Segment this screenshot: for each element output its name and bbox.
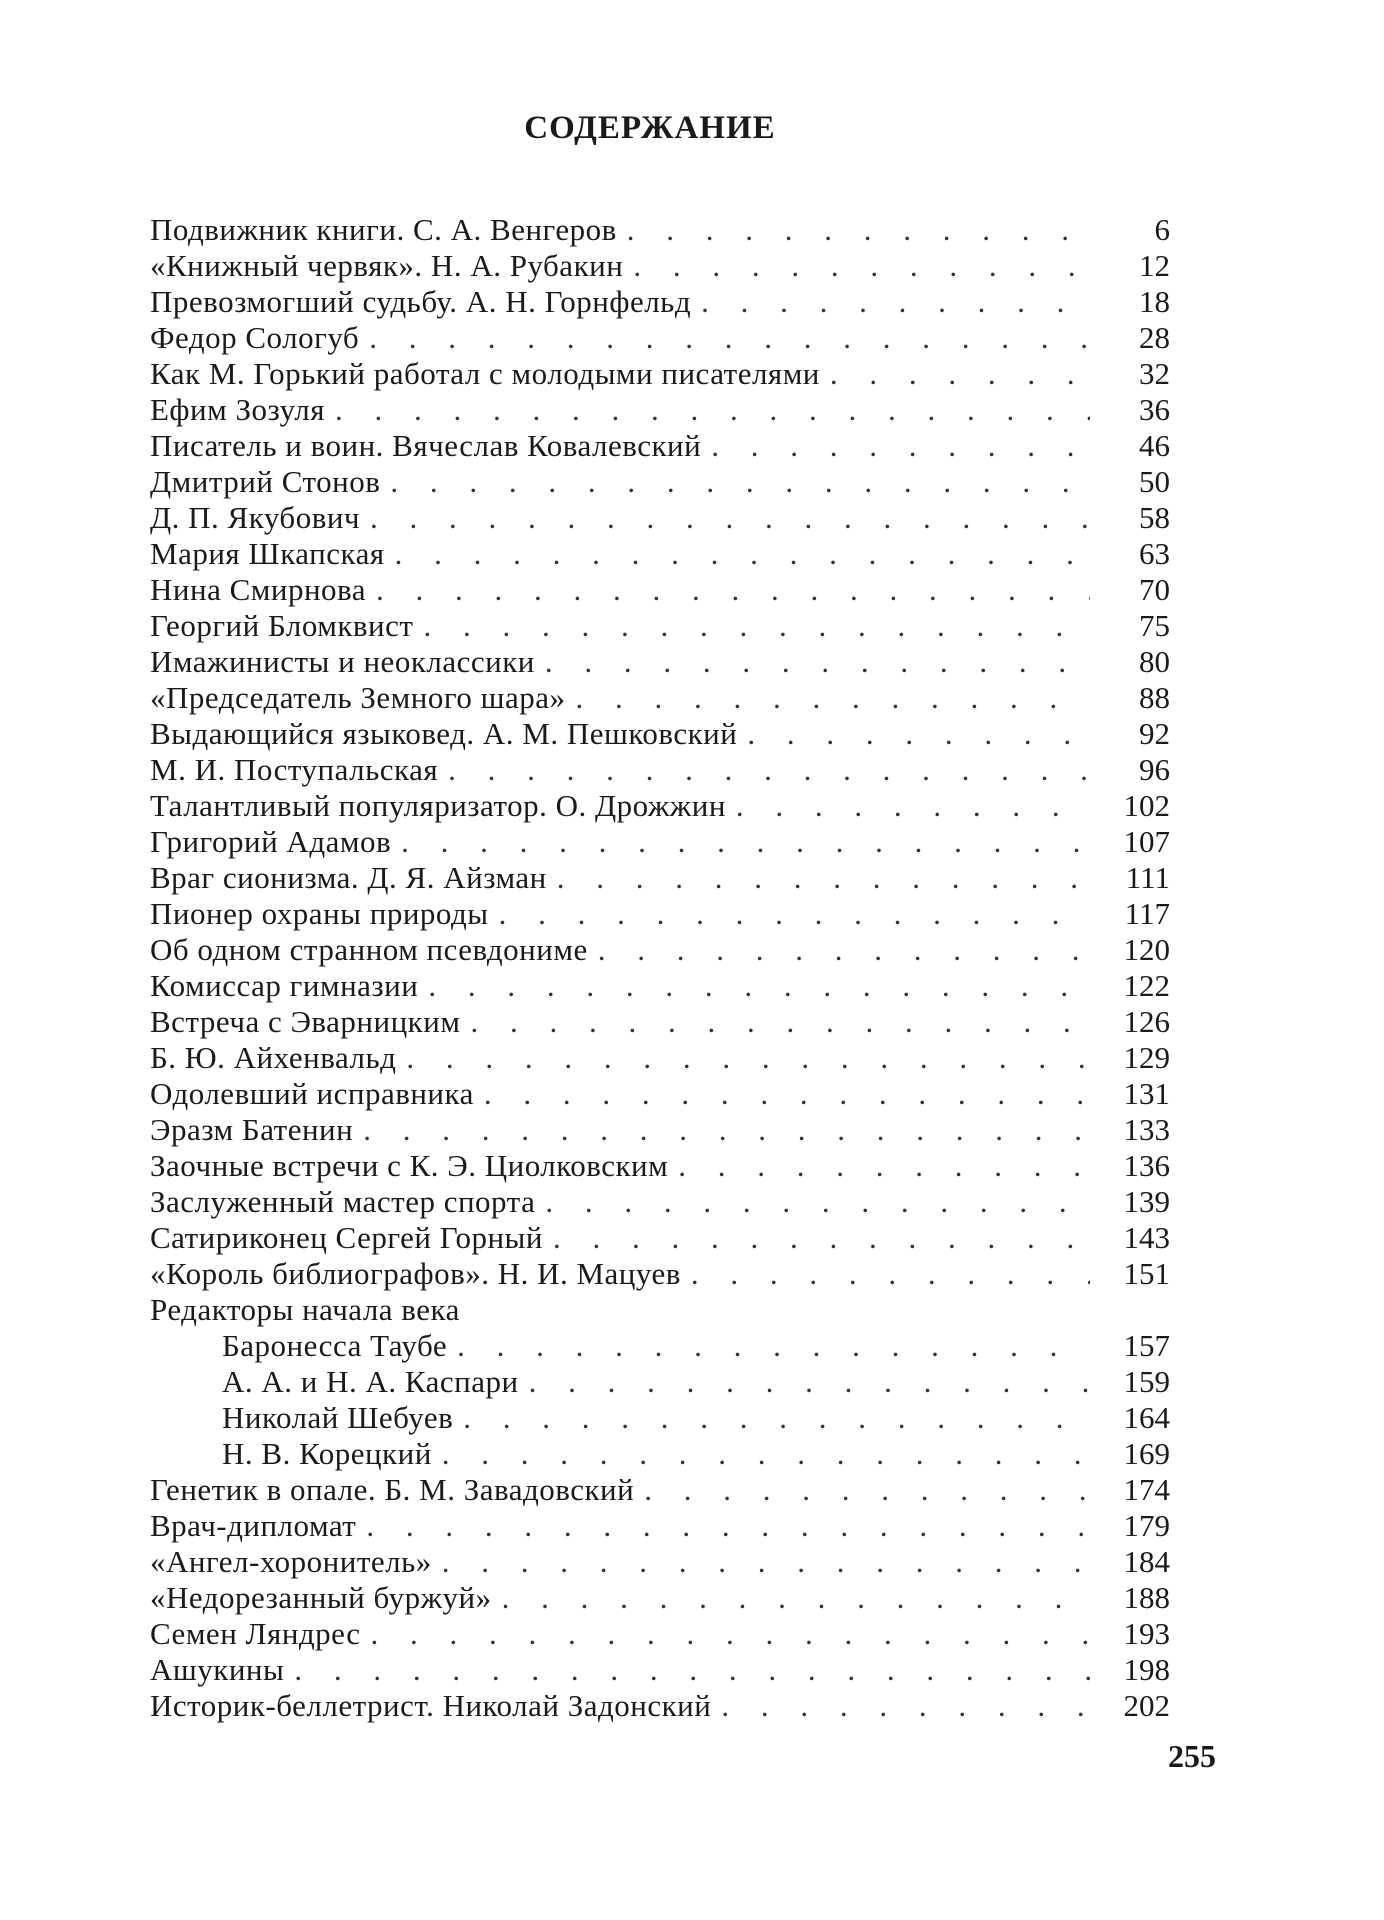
toc-leader-dots: [442, 1544, 1090, 1580]
toc-entry-title: Врач-дипломат: [150, 1508, 357, 1543]
toc-entry-page: 193: [1123, 1616, 1170, 1651]
toc-leader-dots: [502, 1580, 1090, 1616]
toc-entry-page: 164: [1123, 1400, 1170, 1435]
toc-leader-dots: [428, 968, 1090, 1004]
toc-entry-title: Как М. Горький работал с молодыми писателями: [150, 356, 820, 391]
toc-entry: [150, 284, 1170, 320]
toc-entry-title: Талантливый популяризатор. О. Дрожжин: [150, 788, 726, 823]
toc-entry-page: 120: [1123, 932, 1170, 967]
toc-entry-title: «Председатель Земного шара»: [150, 680, 566, 715]
toc-entry: [150, 464, 1170, 500]
toc-entry: [150, 644, 1170, 680]
toc-entry-title: Георгий Бломквист: [150, 608, 414, 643]
toc-entry: [150, 1328, 1170, 1364]
toc-leader-dots: [335, 392, 1090, 428]
toc-entry-page: 80: [1139, 644, 1170, 679]
toc-entry: [150, 1652, 1170, 1688]
toc-leader-dots: [294, 1652, 1090, 1688]
toc-entry-title: Семен Ляндрес: [150, 1616, 361, 1651]
toc-entry-title: Писатель и воин. Вячеслав Ковалевский: [150, 428, 702, 463]
toc-entry-title: Выдающийся языковед. А. М. Пешковский: [150, 716, 738, 751]
toc-entry: [150, 1112, 1170, 1148]
toc-entry-title: Нина Смирнова: [150, 572, 367, 607]
toc-entry-page: 198: [1123, 1652, 1170, 1687]
toc-leader-dots: [370, 1616, 1090, 1652]
toc-leader-dots: [448, 752, 1090, 788]
toc-leader-dots: [457, 1328, 1090, 1364]
toc-entry-page: 143: [1123, 1220, 1170, 1255]
toc-leader-dots: [529, 1364, 1090, 1400]
toc-entry-title: «Недорезанный буржуй»: [150, 1580, 492, 1615]
toc-entry-title: «Король библиографов». Н. И. Мацуев: [150, 1256, 681, 1291]
toc-entry: [150, 1256, 1170, 1292]
toc-entry-title: М. И. Поступальская: [150, 752, 439, 787]
toc-leader-dots: [369, 320, 1090, 356]
toc-entry-page: 139: [1123, 1184, 1170, 1219]
toc-entry-page: 58: [1139, 500, 1170, 535]
toc-entry-page: 202: [1123, 1688, 1170, 1723]
toc-entry-title: Встреча с Эварницким: [150, 1004, 461, 1039]
toc-entry-title: Ефим Зозуля: [150, 392, 325, 427]
toc-leader-dots: [691, 1256, 1090, 1292]
toc-leader-dots: [442, 1436, 1090, 1472]
toc-entry: [150, 680, 1170, 716]
toc-entry: [150, 896, 1170, 932]
toc-leader-dots: [545, 1184, 1090, 1220]
toc-leader-dots: [721, 1688, 1090, 1724]
toc-leader-dots: [484, 1076, 1090, 1112]
toc-entry-page: 6: [1154, 212, 1170, 247]
toc-entry: [150, 428, 1170, 464]
toc-entry-title: Мария Шкапская: [150, 536, 385, 571]
toc-entry-page: 122: [1123, 968, 1170, 1003]
toc-entry: [150, 788, 1170, 824]
toc-leader-dots: [633, 248, 1090, 284]
toc-entry-title: Заслуженный мастер спорта: [150, 1184, 536, 1219]
toc-entry: [150, 356, 1170, 392]
toc-entry-title: Пионер охраны природы: [150, 896, 489, 931]
toc-entry-page: 157: [1123, 1328, 1170, 1363]
toc-entry-title: Комиссар гимназии: [150, 968, 419, 1003]
toc-entry: [150, 1616, 1170, 1652]
toc-entry-page: 117: [1124, 896, 1170, 931]
toc-leader-dots: [366, 1508, 1090, 1544]
toc-entry: [150, 500, 1170, 536]
toc-leader-dots: [423, 608, 1090, 644]
toc-entry: [150, 716, 1170, 752]
toc-entry-page: 36: [1139, 392, 1170, 427]
toc-entry-title: Эразм Батенин: [150, 1112, 354, 1147]
toc-entry-page: 151: [1123, 1256, 1170, 1291]
page-title: СОДЕРЖАНИЕ: [524, 110, 776, 146]
toc-leader-dots: [363, 1112, 1090, 1148]
toc-leader-dots: [390, 464, 1090, 500]
toc-entry-title: Д. П. Якубович: [150, 500, 361, 535]
toc-leader-dots: [711, 428, 1090, 464]
toc-leader-dots: [370, 500, 1090, 536]
toc-entry-title: Одолевший исправника: [150, 1076, 474, 1111]
toc-leader-dots: [701, 284, 1090, 320]
toc-entry: [150, 1148, 1170, 1184]
toc-leader-dots: [830, 356, 1090, 392]
toc-entry: [150, 824, 1170, 860]
toc-entry-title: Враг сионизма. Д. Я. Айзман: [150, 860, 547, 895]
toc-entry: [150, 1220, 1170, 1256]
toc-entry-title: Историк-беллетрист. Николай Задонский: [150, 1688, 712, 1723]
toc-entry-title: Редакторы начала века: [150, 1292, 460, 1327]
toc-entry: [150, 1544, 1170, 1580]
toc-entry-title: Об одном странном псевдониме: [150, 932, 588, 967]
toc-entry-page: 96: [1139, 752, 1170, 787]
toc-entry: [150, 212, 1170, 248]
toc-entry: [150, 1508, 1170, 1544]
toc-entry-title: Дмитрий Стонов: [150, 464, 381, 499]
toc-entry: [150, 392, 1170, 428]
toc-entry: [150, 320, 1170, 356]
toc-leader-dots: [463, 1400, 1090, 1436]
toc-entry-title: Превозмогший судьбу. А. Н. Горнфельд: [150, 284, 692, 319]
toc-entry-page: 179: [1123, 1508, 1170, 1543]
toc-entry-page: 188: [1123, 1580, 1170, 1615]
toc-entry: [150, 1004, 1170, 1040]
toc-entry-page: 75: [1139, 608, 1170, 643]
toc-entry-page: 63: [1139, 536, 1170, 571]
toc-entry: [150, 248, 1170, 284]
toc-entry: [150, 536, 1170, 572]
toc-entry-page: 28: [1139, 320, 1170, 355]
toc-entry: [150, 1580, 1170, 1616]
toc-leader-dots: [678, 1148, 1090, 1184]
toc-entry: [150, 608, 1170, 644]
toc-entry: [150, 860, 1170, 896]
toc-entry-title: Имажинисты и неоклассики: [150, 644, 535, 679]
toc-entry-page: 107: [1123, 824, 1170, 859]
toc-leader-dots: [736, 788, 1090, 824]
toc-entry: [150, 1040, 1170, 1076]
toc-entry: [150, 932, 1170, 968]
toc-entry-page: 184: [1123, 1544, 1170, 1579]
toc-entry-page: 133: [1123, 1112, 1170, 1147]
table-of-contents: [150, 212, 1170, 1724]
toc-leader-dots: [575, 680, 1090, 716]
toc-leader-dots: [747, 716, 1090, 752]
toc-entry-title: Николай Шебуев: [222, 1400, 454, 1435]
toc-entry: [150, 1076, 1170, 1112]
toc-entry: [150, 1436, 1170, 1472]
toc-entry-title: «Книжный червяк». Н. А. Рубакин: [150, 248, 624, 283]
toc-leader-dots: [553, 1220, 1090, 1256]
toc-entry-page: 174: [1123, 1472, 1170, 1507]
toc-leader-dots: [644, 1472, 1090, 1508]
toc-leader-dots: [406, 1040, 1090, 1076]
toc-entry-page: 46: [1139, 428, 1170, 463]
toc-entry: [150, 968, 1170, 1004]
toc-entry-title: Ашукины: [150, 1652, 285, 1687]
toc-leader-dots: [395, 536, 1090, 572]
toc-leader-dots: [557, 860, 1090, 896]
toc-leader-dots: [470, 1004, 1090, 1040]
page-number: 255: [1168, 1738, 1216, 1774]
toc-entry-page: 70: [1139, 572, 1170, 607]
toc-entry-page: 12: [1139, 248, 1170, 283]
toc-entry-page: 18: [1139, 284, 1170, 319]
toc-entry-title: Б. Ю. Айхенвальд: [150, 1040, 397, 1075]
toc-leader-dots: [598, 932, 1090, 968]
toc-entry-page: 111: [1125, 860, 1170, 895]
toc-entry: [150, 752, 1170, 788]
toc-entry-page: 126: [1123, 1004, 1170, 1039]
toc-entry-title: Федор Сологуб: [150, 320, 360, 355]
toc-group-heading: [150, 1292, 1170, 1328]
toc-entry-title: Григорий Адамов: [150, 824, 392, 859]
toc-entry-page: 50: [1139, 464, 1170, 499]
toc-entry-title: Сатириконец Сергей Горный: [150, 1220, 543, 1255]
toc-entry-page: 102: [1123, 788, 1170, 823]
toc-entry: [150, 1184, 1170, 1220]
toc-entry-page: 159: [1123, 1364, 1170, 1399]
toc-entry: [150, 1364, 1170, 1400]
toc-entry: [150, 1400, 1170, 1436]
toc-entry-title: «Ангел-хоронитель»: [150, 1544, 432, 1579]
toc-entry-page: 129: [1123, 1040, 1170, 1075]
toc-entry-page: 169: [1123, 1436, 1170, 1471]
toc-entry-title: Баронесса Таубе: [222, 1328, 448, 1363]
toc-entry-page: 131: [1123, 1076, 1170, 1111]
toc-entry-title: Генетик в опале. Б. М. Завадовский: [150, 1472, 635, 1507]
toc-leader-dots: [401, 824, 1090, 860]
toc-leader-dots: [627, 212, 1090, 248]
toc-entry-page: 136: [1123, 1148, 1170, 1183]
toc-entry: [150, 1472, 1170, 1508]
toc-leader-dots: [499, 896, 1090, 932]
toc-entry: [150, 1688, 1170, 1724]
toc-entry-title: Подвижник книги. С. А. Венгеров: [150, 212, 617, 247]
toc-entry-title: А. А. и Н. А. Каспари: [222, 1364, 519, 1399]
toc-entry-page: 32: [1139, 356, 1170, 391]
toc-entry-title: Заочные встречи с К. Э. Циолковским: [150, 1148, 669, 1183]
toc-leader-dots: [545, 644, 1090, 680]
toc-entry: [150, 572, 1170, 608]
toc-entry-page: 88: [1139, 680, 1170, 715]
toc-entry-page: 92: [1139, 716, 1170, 751]
toc-entry-title: Н. В. Корецкий: [222, 1436, 432, 1471]
toc-leader-dots: [376, 572, 1090, 608]
